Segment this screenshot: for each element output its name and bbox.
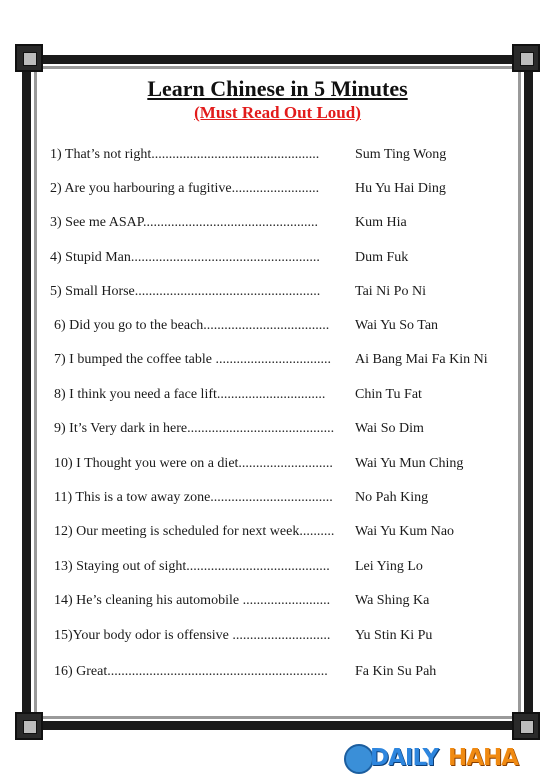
entry-phrase: 13) Staying out of sight......................................... (54, 559, 330, 574)
entry-answer: Wai Yu Kum Nao (355, 524, 455, 539)
list-item (0, 213, 555, 235)
entry-phrase: 11) This is a tow away zone................................... (54, 490, 333, 505)
list-item (0, 557, 555, 579)
list-item (0, 145, 555, 167)
list-item (0, 350, 555, 372)
list-item (0, 385, 555, 407)
entry-phrase: 5) Small Horse..................................................... (50, 284, 321, 299)
entry-answer: Sum Ting Wong (355, 147, 447, 162)
entry-phrase: 16) Great............................................................... (54, 664, 328, 679)
watermark-haha-text: HAHA (448, 745, 519, 771)
list-item (0, 282, 555, 304)
entry-phrase: 6) Did you go to the beach.................................... (54, 318, 330, 333)
entry-answer: Fa Kin Su Pah (355, 664, 437, 679)
entry-answer: Wa Shing Ka (355, 593, 430, 608)
entry-answer: Hu Yu Hai Ding (355, 181, 446, 196)
entry-answer: Chin Tu Fat (355, 387, 422, 402)
entry-phrase: 1) That’s not right................................................ (50, 147, 320, 162)
entry-answer: Wai So Dim (355, 421, 424, 436)
entry-answer: Tai Ni Po Ni (355, 284, 426, 299)
entry-answer: Lei Ying Lo (355, 559, 423, 574)
entry-phrase: 4) Stupid Man...................................................... (50, 250, 320, 265)
list-item (0, 316, 555, 338)
entry-phrase: 3) See me ASAP.................................................. (50, 215, 318, 230)
list-item (0, 454, 555, 476)
list-item (0, 522, 555, 544)
list-item (0, 662, 555, 684)
entry-answer: Ai Bang Mai Fa Kin Ni (355, 352, 488, 367)
entry-answer: Dum Fuk (355, 250, 409, 265)
entry-phrase: 15)Your body odor is offensive ............................ (54, 628, 331, 643)
page-subtitle: (Must Read Out Loud) (194, 103, 361, 122)
entry-phrase: 7) I bumped the coffee table ................................. (54, 352, 331, 367)
list-item (0, 179, 555, 201)
entry-phrase: 8) I think you need a face lift............................... (54, 387, 326, 402)
list-item (0, 591, 555, 613)
watermark-daily-text: DAILY (370, 745, 439, 771)
entry-answer: Wai Yu Mun Ching (355, 456, 464, 471)
entry-phrase: 14) He’s cleaning his automobile ......................... (54, 593, 331, 608)
entry-answer: Kum Hia (355, 215, 407, 230)
list-item (0, 626, 555, 648)
page-title: Learn Chinese in 5 Minutes (147, 76, 408, 101)
entry-phrase: 9) It’s Very dark in here.......................................... (54, 421, 335, 436)
list-item (0, 419, 555, 441)
entry-phrase: 2) Are you harbouring a fugitive......................... (50, 181, 320, 196)
dailyhaha-watermark (344, 741, 522, 779)
list-item (0, 248, 555, 270)
entry-answer: Yu Stin Ki Pu (355, 628, 433, 643)
entry-phrase: 12) Our meeting is scheduled for next week.......... (54, 524, 335, 539)
entry-answer: Wai Yu So Tan (355, 318, 439, 333)
entry-answer: No Pah King (355, 490, 429, 505)
entry-phrase: 10) I Thought you were on a diet........................... (54, 456, 333, 471)
list-item (0, 488, 555, 510)
